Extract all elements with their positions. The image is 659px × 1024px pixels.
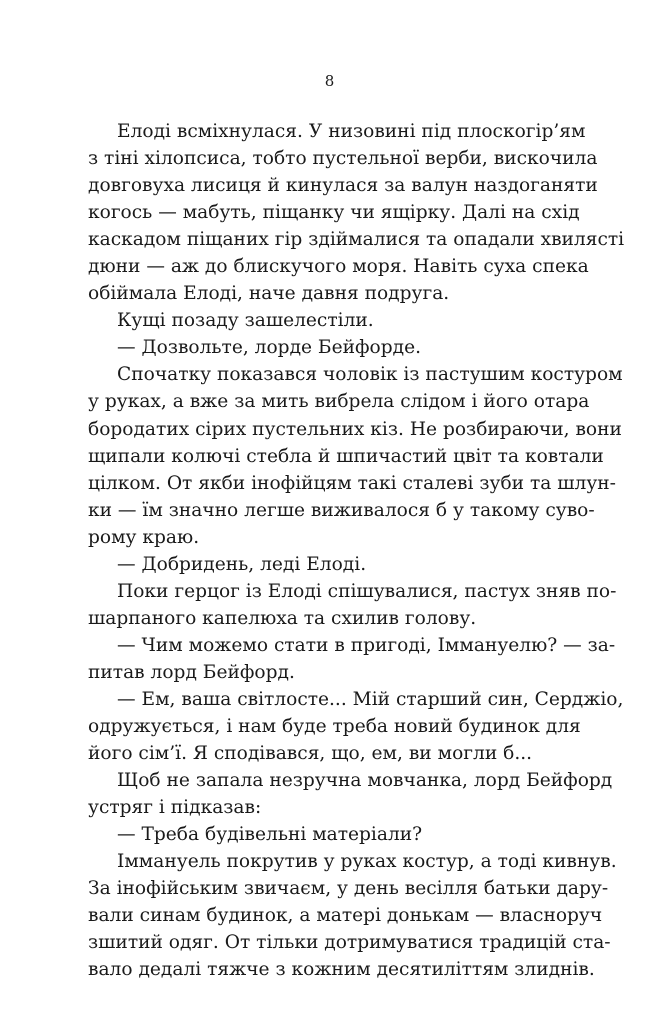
- text-line: у руках, а вже за мить вибрела слідом і його отара: [88, 391, 590, 413]
- paragraph: [88, 632, 616, 686]
- text-line: шарпаного капелюха та схилив голову.: [88, 607, 477, 629]
- text-line: каскадом піщаних гір здіймалися та опадали хвилясті: [88, 229, 625, 251]
- page-number: 8: [324, 72, 335, 90]
- paragraph: [88, 848, 617, 983]
- text-line: — Дозвольте, лорде Бейфорде.: [117, 337, 422, 359]
- paragraph: [88, 307, 578, 334]
- text-line: Щоб не запала незручна мовчанка, лорд Бейфорд: [117, 770, 613, 792]
- text-line: Спочатку показався чоловік із пастушим костуром: [117, 364, 623, 386]
- text-line: ки — їм значно легше виживалося б у такому суво-: [88, 499, 595, 521]
- text-line: — Треба будівельні матеріали?: [117, 824, 423, 846]
- text-line: одружується, і нам буде треба новий будинок для: [88, 716, 581, 738]
- text-line: — Ем, ваша світлосте... Мій старший син, Серджіо,: [117, 688, 624, 710]
- text-line: — Добридень, леді Елоді.: [117, 553, 367, 575]
- paragraph: [88, 361, 623, 550]
- text-line: довговуха лисиця й кинулася за валун наздоганяти: [88, 175, 598, 197]
- text-line: — Чим можемо стати в пригоді, Іммануелю? — за-: [117, 634, 616, 656]
- text-line: вало дедалі тяжче з кожним десятиліттям злиднів.: [88, 959, 595, 981]
- text-line: Поки герцог із Елоді спішувалися, пастух зняв по-: [117, 580, 617, 602]
- text-line: вали синам будинок, а матері донькам — власноруч: [88, 905, 603, 927]
- text-line: обіймала Елоді, наче давня подруга.: [88, 283, 450, 305]
- paragraph: [88, 686, 624, 767]
- paragraph: [88, 118, 625, 307]
- text-line: дюни — аж до блискучого моря. Навіть суха спека: [88, 256, 589, 278]
- text-line: Елоді всміхнулася. У низовині під плоскогір’ям: [117, 121, 586, 142]
- text-line: За інофійським звичаєм, у день весілля батьки дару-: [88, 878, 609, 900]
- text-line: з тіні хілопсиса, тобто пустельної верби, вискочила: [88, 148, 598, 170]
- text-line: Кущі позаду зашелестіли.: [117, 310, 374, 332]
- paragraph: [88, 578, 617, 632]
- text-line: Іммануель покрутив у руках костур, а тоді кивнув.: [117, 851, 617, 873]
- paragraph: [88, 334, 578, 361]
- text-line: бородатих сірих пустельних кіз. Не розбираючи, вони: [88, 418, 622, 440]
- paragraph: [88, 551, 578, 578]
- text-line: зшитий одяг. От тільки дотримуватися традицій ста-: [88, 932, 611, 954]
- text-line: устряг і підказав:: [88, 797, 262, 819]
- text-line: питав лорд Бейфорд.: [88, 661, 295, 683]
- text-line: щипали колючі стебла й шпичастий цвіт та ковтали: [88, 445, 604, 467]
- paragraph: [88, 821, 578, 848]
- body-text: [88, 118, 625, 984]
- text-line: цілком. От якби інофійцям такі сталеві зуби та шлун-: [88, 472, 616, 494]
- text-line: рому краю.: [88, 526, 200, 548]
- text-line: його сім’ї. Я сподівався, що, ем, ви могли б...: [88, 743, 533, 765]
- text-line: когось — мабуть, піщанку чи ящірку. Далі на схід: [88, 202, 580, 224]
- paragraph: [88, 767, 613, 821]
